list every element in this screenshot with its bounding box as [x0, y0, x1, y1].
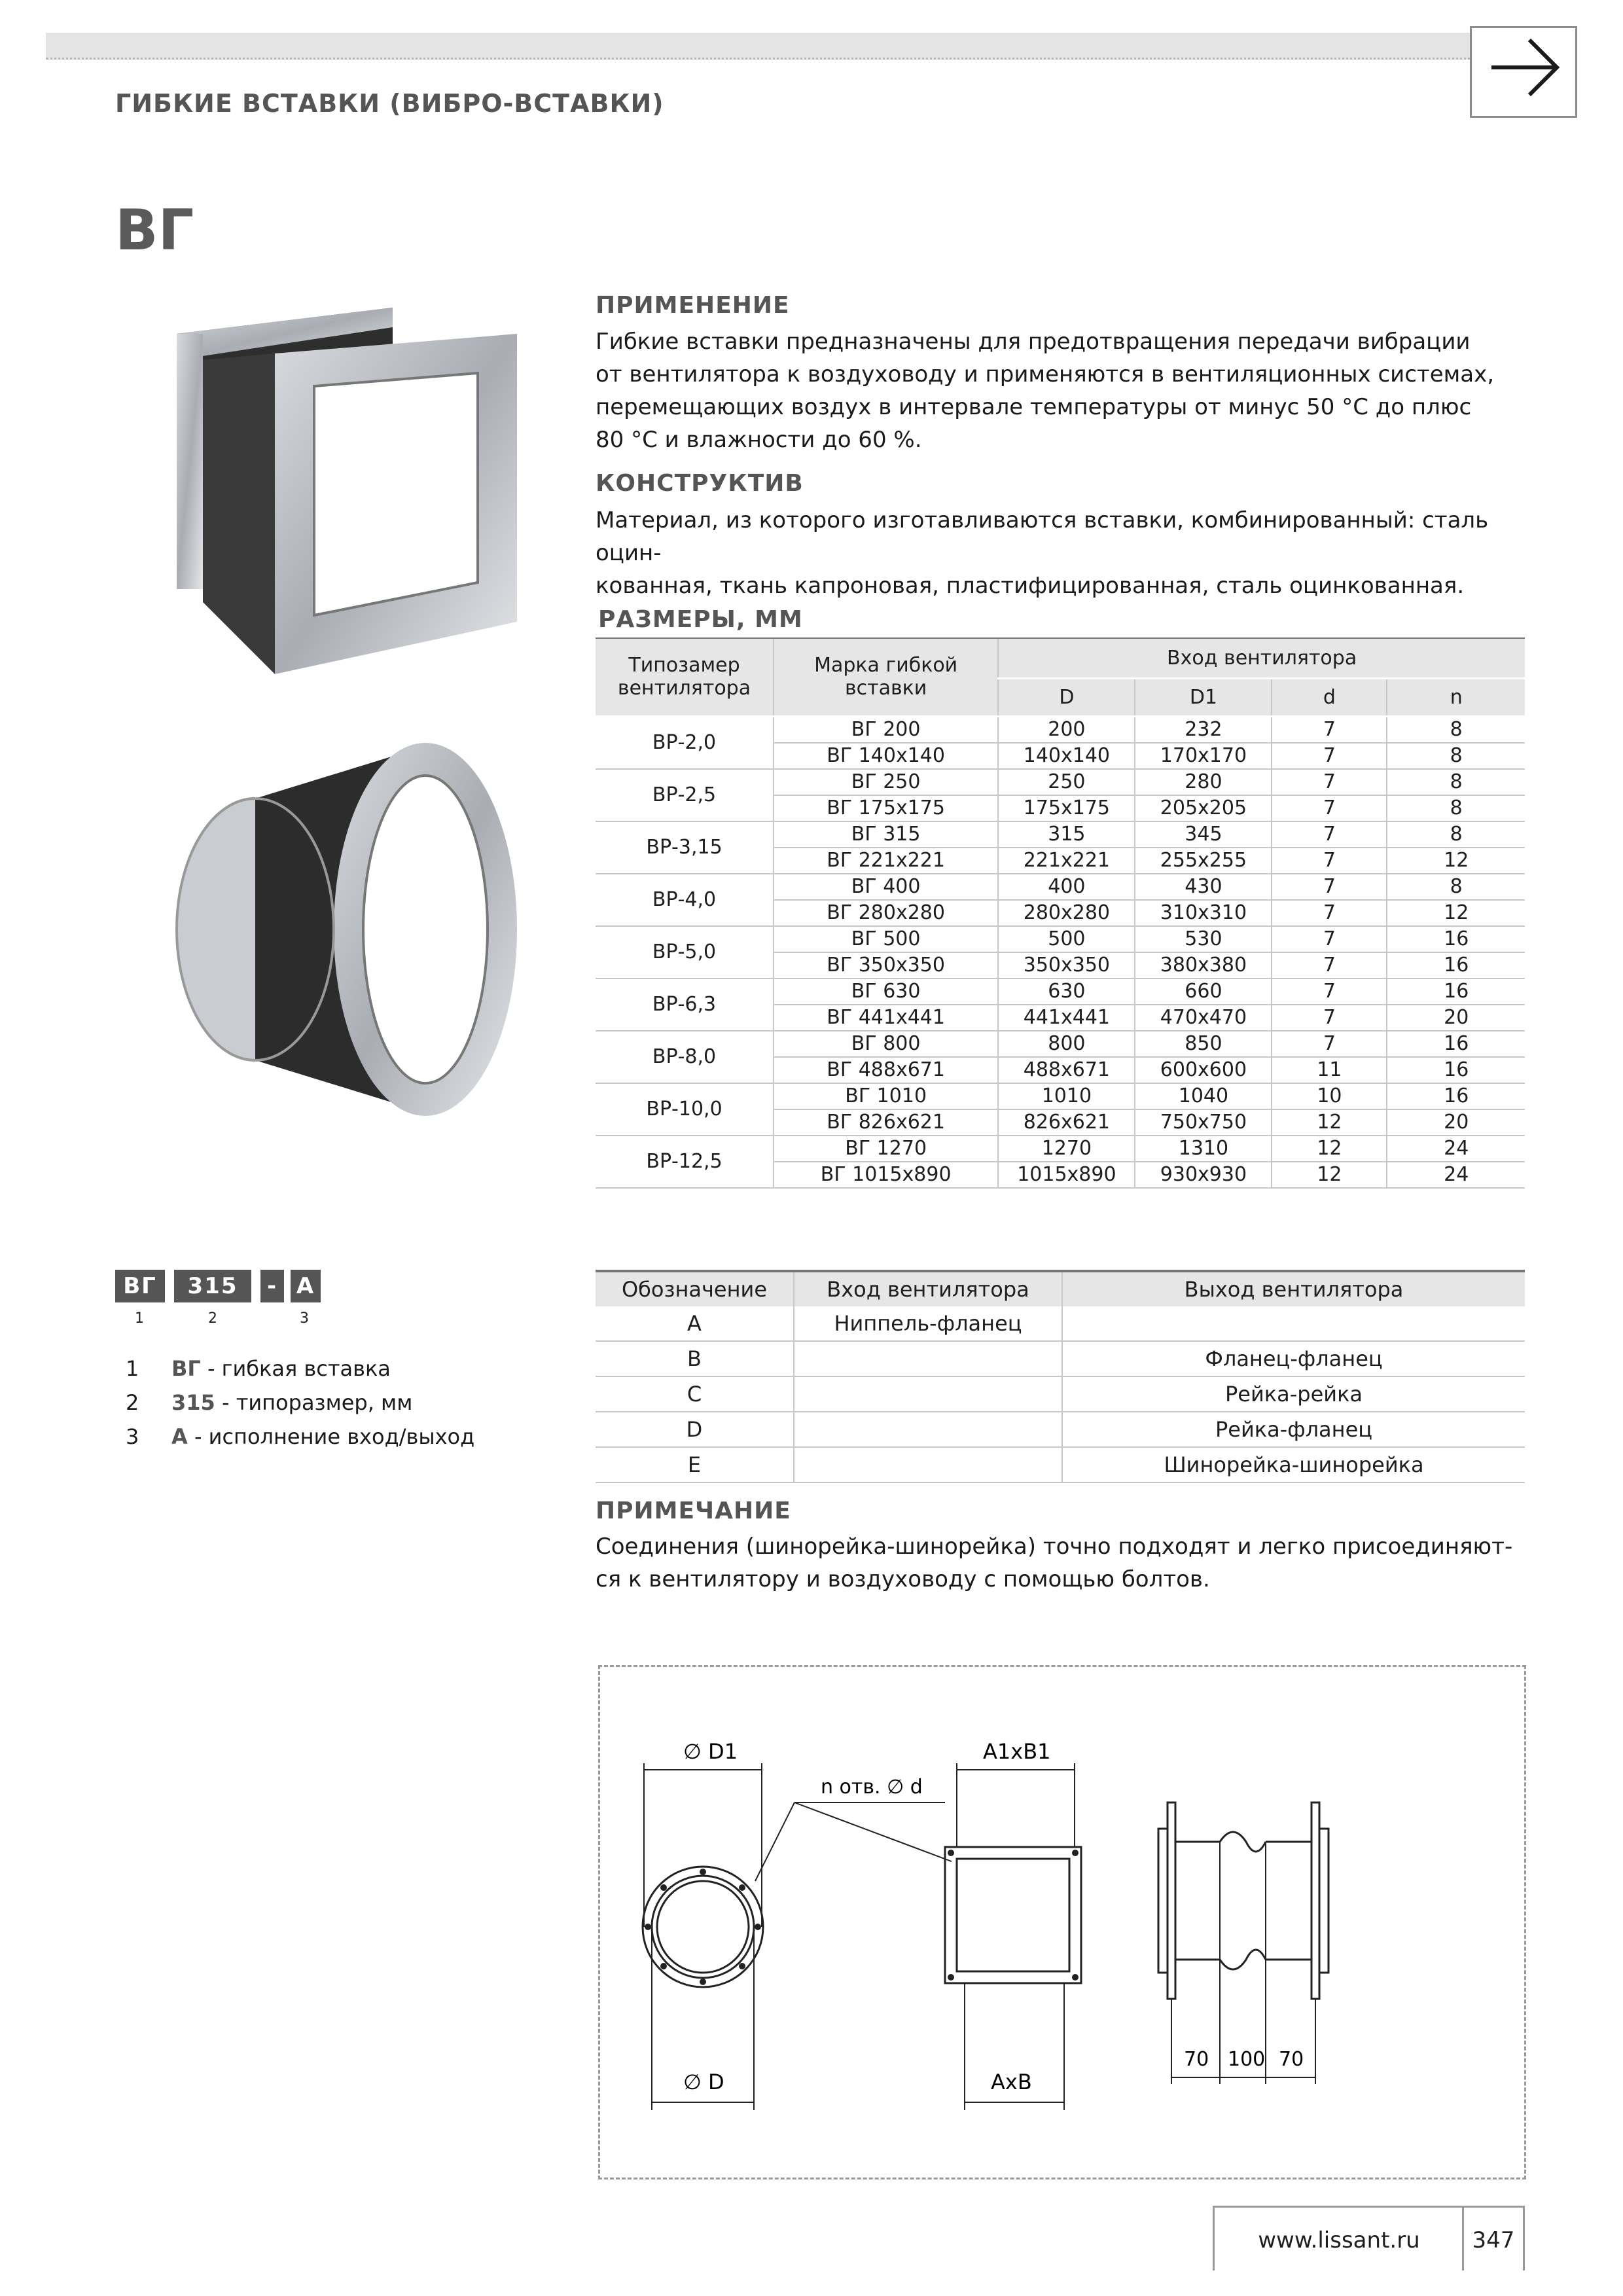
legend-number: 2	[126, 1390, 139, 1415]
cell-n: 16	[1387, 1057, 1525, 1083]
legend-item	[126, 1424, 474, 1449]
cell-brand: ВГ 175х175	[774, 795, 998, 821]
cell-brand: ВГ 250	[774, 769, 998, 795]
cell-d: 7	[1272, 821, 1387, 848]
cell-d: 12	[1272, 1136, 1387, 1162]
cell-d: 7	[1272, 743, 1387, 769]
cell-size: ВР-12,5	[596, 1136, 774, 1188]
cell-D1: 170х170	[1135, 743, 1272, 769]
legend-item	[126, 1390, 412, 1415]
variants-table	[596, 1270, 1525, 1483]
col-header-D: D	[998, 678, 1135, 716]
code-dash: -	[260, 1270, 284, 1302]
col-header-n: n	[1387, 678, 1525, 716]
table-row	[596, 716, 1525, 743]
cell-designation: В	[596, 1341, 794, 1376]
cell-d: 10	[1272, 1083, 1387, 1109]
legend-item	[126, 1356, 391, 1381]
legend-number: 1	[126, 1356, 139, 1381]
legend-number: 3	[126, 1424, 139, 1449]
cell-D1: 232	[1135, 716, 1272, 743]
cell-D: 221х221	[998, 848, 1135, 874]
legend-text: - гибкая вставка	[200, 1356, 391, 1381]
label-A1B1: А1хВ1	[983, 1739, 1051, 1764]
dim-left: 70	[1184, 2048, 1209, 2071]
cell-brand: ВГ 350х350	[774, 952, 998, 978]
table-row	[596, 769, 1525, 795]
cell-n: 24	[1387, 1136, 1525, 1162]
cell-D1: 930х930	[1135, 1162, 1272, 1188]
cell-D: 1010	[998, 1083, 1135, 1109]
cell-D1: 660	[1135, 978, 1272, 1005]
text-line: кованная, ткань капроновая, пластифицированная, сталь оцинкованная.	[596, 573, 1465, 599]
note-heading: ПРИМЕЧАНИЕ	[596, 1498, 791, 1524]
cell-brand: ВГ 140х140	[774, 743, 998, 769]
cell-n: 8	[1387, 821, 1525, 848]
cell-d: 7	[1272, 769, 1387, 795]
col-header-brand: Марка гибкой вставки	[774, 639, 998, 716]
cell-D1: 750х750	[1135, 1109, 1272, 1136]
table-row	[596, 1376, 1525, 1412]
cell-D1: 310х310	[1135, 900, 1272, 926]
cell-n: 8	[1387, 743, 1525, 769]
cell-brand: ВГ 221х221	[774, 848, 998, 874]
cell-D1: 430	[1135, 874, 1272, 900]
cell-n: 20	[1387, 1109, 1525, 1136]
cell-brand: ВГ 1010	[774, 1083, 998, 1109]
cell-D: 800	[998, 1031, 1135, 1057]
cell-n: 8	[1387, 874, 1525, 900]
cell-brand: ВГ 315	[774, 821, 998, 848]
col-header-designation: Обозначение	[596, 1271, 794, 1306]
table-row	[596, 1341, 1525, 1376]
note-text	[596, 1530, 1525, 1596]
application-heading: ПРИМЕНЕНИЕ	[596, 292, 790, 319]
cell-d: 7	[1272, 1031, 1387, 1057]
cell-n: 16	[1387, 1031, 1525, 1057]
cell-n: 16	[1387, 952, 1525, 978]
cell-outlet: Рейка-рейка	[1062, 1376, 1525, 1412]
cell-D: 441х441	[998, 1005, 1135, 1031]
cell-D: 200	[998, 716, 1135, 743]
table-row	[596, 978, 1525, 1005]
cell-size: ВР-4,0	[596, 874, 774, 926]
cell-brand: ВГ 800	[774, 1031, 998, 1057]
cell-outlet: Шинорейка-шинорейка	[1062, 1447, 1525, 1482]
col-header-outlet: Выход вентилятора	[1062, 1271, 1525, 1306]
cell-D: 350х350	[998, 952, 1135, 978]
col-header-inlet: Вход вентилятора	[998, 639, 1525, 678]
cell-d: 12	[1272, 1109, 1387, 1136]
square-insert-photo	[151, 295, 543, 681]
cell-n: 16	[1387, 1083, 1525, 1109]
cell-brand: ВГ 500	[774, 926, 998, 952]
col-header-size: Типозамер вентилятора	[596, 639, 774, 716]
dim-mid: 100	[1228, 2048, 1266, 2071]
dimensions-table	[596, 639, 1525, 1189]
table-row	[596, 1083, 1525, 1109]
col-header-D1: D1	[1135, 678, 1272, 716]
cell-size: ВР-3,15	[596, 821, 774, 874]
text-line: Гибкие вставки предназначены для предотвращения передачи вибрации	[596, 329, 1471, 355]
cell-n: 20	[1387, 1005, 1525, 1031]
cell-size: ВР-6,3	[596, 978, 774, 1031]
label-D: ∅ D	[683, 2070, 724, 2094]
code-index: 1	[135, 1310, 144, 1327]
code-index: 3	[300, 1310, 309, 1327]
cell-designation: С	[596, 1376, 794, 1412]
cell-n: 12	[1387, 900, 1525, 926]
legend-key: А	[171, 1424, 188, 1449]
cell-D1: 255х255	[1135, 848, 1272, 874]
legend-key: ВГ	[171, 1356, 201, 1381]
next-page-button[interactable]	[1470, 26, 1577, 118]
label-D1: ∅ D1	[683, 1739, 738, 1764]
cell-designation: D	[596, 1412, 794, 1447]
cell-outlet	[1062, 1306, 1525, 1341]
text-line: Материал, из которого изготавливаются вставки, комбинированный: сталь оцин-	[596, 507, 1489, 566]
construction-text	[596, 504, 1525, 602]
cell-d: 7	[1272, 874, 1387, 900]
application-text	[596, 325, 1525, 456]
cell-D: 400	[998, 874, 1135, 900]
cell-D: 280х280	[998, 900, 1135, 926]
cell-n: 16	[1387, 978, 1525, 1005]
code-series: ВГ	[115, 1270, 165, 1302]
table-row	[596, 1306, 1525, 1341]
table-row	[596, 821, 1525, 848]
cell-brand: ВГ 488х671	[774, 1057, 998, 1083]
table-row	[596, 1136, 1525, 1162]
cell-D: 175х175	[998, 795, 1135, 821]
code-size: 315	[174, 1270, 251, 1302]
col-header-d: d	[1272, 678, 1387, 716]
table-row	[596, 1412, 1525, 1447]
cell-D: 1270	[998, 1136, 1135, 1162]
legend-key: 315	[171, 1390, 215, 1415]
footer-url[interactable]: www.lissant.ru	[1213, 2206, 1463, 2270]
cell-brand: ВГ 280х280	[774, 900, 998, 926]
cell-n: 8	[1387, 795, 1525, 821]
table-row	[596, 874, 1525, 900]
cell-inlet: Ниппель-фланец	[794, 1306, 1062, 1341]
cell-size: ВР-5,0	[596, 926, 774, 978]
cell-d: 7	[1272, 900, 1387, 926]
cell-D1: 280	[1135, 769, 1272, 795]
cell-D1: 850	[1135, 1031, 1272, 1057]
cell-n: 8	[1387, 716, 1525, 743]
cell-D1: 470х470	[1135, 1005, 1272, 1031]
cell-brand: ВГ 826х621	[774, 1109, 998, 1136]
cell-brand: ВГ 630	[774, 978, 998, 1005]
col-header-inlet: Вход вентилятора	[794, 1271, 1062, 1306]
cell-outlet: Рейка-фланец	[1062, 1412, 1525, 1447]
cell-D1: 205х205	[1135, 795, 1272, 821]
cell-d: 7	[1272, 952, 1387, 978]
construction-heading: КОНСТРУКТИВ	[596, 470, 804, 497]
cell-d: 7	[1272, 1005, 1387, 1031]
legend-text: - исполнение вход/выход	[187, 1424, 475, 1449]
cell-D: 140х140	[998, 743, 1135, 769]
cell-brand: ВГ 441х441	[774, 1005, 998, 1031]
cell-n: 8	[1387, 769, 1525, 795]
cell-designation: А	[596, 1306, 794, 1341]
cell-D: 1015х890	[998, 1162, 1135, 1188]
cell-D1: 600х600	[1135, 1057, 1272, 1083]
cell-D1: 1310	[1135, 1136, 1272, 1162]
cell-brand: ВГ 200	[774, 716, 998, 743]
cell-D1: 530	[1135, 926, 1272, 952]
cell-size: ВР-10,0	[596, 1083, 774, 1136]
cell-inlet	[794, 1412, 1062, 1447]
cell-D1: 380х380	[1135, 952, 1272, 978]
code-variant: А	[291, 1270, 321, 1302]
text-line: Соединения (шинорейка-шинорейка) точно подходят и легко присоединяют-	[596, 1534, 1513, 1560]
cell-n: 16	[1387, 926, 1525, 952]
cell-d: 7	[1272, 978, 1387, 1005]
text-line: перемещающих воздух в интервале температуры от минус 50 °С до плюс	[596, 394, 1472, 420]
cell-D: 488х671	[998, 1057, 1135, 1083]
page-number: 347	[1462, 2206, 1525, 2270]
table-row	[596, 926, 1525, 952]
code-index: 2	[208, 1310, 217, 1327]
cell-n: 24	[1387, 1162, 1525, 1188]
cell-outlet: Фланец-фланец	[1062, 1341, 1525, 1376]
table-row	[596, 1031, 1525, 1057]
cell-brand: ВГ 400	[774, 874, 998, 900]
page-title: ВГ	[115, 198, 194, 263]
label-holes: n отв. ∅ d	[821, 1776, 923, 1799]
text-line: от вентилятора к воздуховоду и применяются в вентиляционных системах,	[596, 361, 1495, 387]
cell-D: 826х621	[998, 1109, 1135, 1136]
cell-d: 7	[1272, 848, 1387, 874]
cell-d: 11	[1272, 1057, 1387, 1083]
cell-D: 315	[998, 821, 1135, 848]
cell-d: 7	[1272, 716, 1387, 743]
header-bar	[46, 33, 1577, 60]
cell-size: ВР-2,0	[596, 716, 774, 769]
section-title: ГИБКИЕ ВСТАВКИ (ВИБРО-ВСТАВКИ)	[115, 89, 664, 118]
technical-drawing	[598, 1665, 1522, 2176]
text-line: 80 °С и влажности до 60 %.	[596, 427, 922, 453]
cell-size: ВР-8,0	[596, 1031, 774, 1083]
legend-text: - типоразмер, мм	[215, 1390, 413, 1415]
arrow-right-icon	[1472, 28, 1575, 116]
cell-brand: ВГ 1015х890	[774, 1162, 998, 1188]
cell-inlet	[794, 1341, 1062, 1376]
table-row	[596, 1447, 1525, 1482]
text-line: ся к вентилятору и воздуховоду с помощью болтов.	[596, 1566, 1210, 1592]
cell-D1: 345	[1135, 821, 1272, 848]
cell-brand: ВГ 1270	[774, 1136, 998, 1162]
dimensions-heading: РАЗМЕРЫ, ММ	[598, 606, 803, 633]
dim-right: 70	[1279, 2048, 1304, 2071]
label-AB: АхВ	[991, 2070, 1032, 2094]
cell-inlet	[794, 1447, 1062, 1482]
cell-d: 7	[1272, 926, 1387, 952]
cell-inlet	[794, 1376, 1062, 1412]
cell-D: 630	[998, 978, 1135, 1005]
cell-d: 12	[1272, 1162, 1387, 1188]
cell-D: 500	[998, 926, 1135, 952]
cell-d: 7	[1272, 795, 1387, 821]
cell-size: ВР-2,5	[596, 769, 774, 821]
round-insert-photo	[151, 733, 543, 1126]
cell-D: 250	[998, 769, 1135, 795]
cell-designation: Е	[596, 1447, 794, 1482]
cell-n: 12	[1387, 848, 1525, 874]
cell-D1: 1040	[1135, 1083, 1272, 1109]
